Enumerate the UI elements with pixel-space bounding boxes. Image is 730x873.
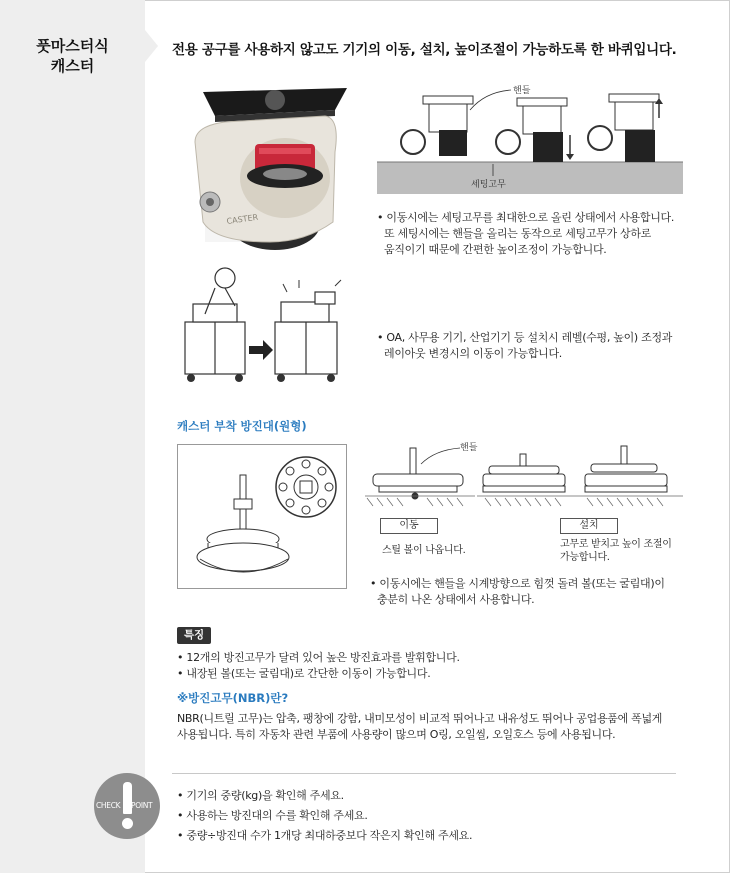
worker-moving-cart-illustration [175, 262, 355, 387]
move-label-box: 이동 [380, 518, 438, 534]
desc2-line1: • OA, 사무용 기기, 산업기기 등 설치시 레벨(수평, 높이) 조정과 [377, 331, 673, 344]
sidebar-arrow [145, 30, 158, 62]
mount-move-state [373, 448, 463, 499]
nbr-line-1: NBR(니트릴 고무)는 압축, 팽창에 강함, 내미모성이 비교적 뛰어나고 내유성도 뛰어나 공업용품에 폭넓게 [177, 712, 663, 725]
checkpoint-item-3: • 중량÷방진대 수가 1개당 최대하중보다 작은지 확인해 주세요. [177, 829, 473, 842]
section-title: 캐스터 부착 방진대(원형) [177, 419, 307, 433]
nbr-line-2: 사용됩니다. 특히 자동차 관련 부품에 사용량이 많으며 O링, 오일씰, 오일호스 등에 사용됩니다. [177, 728, 616, 741]
mount-handle-label: 핸들 [460, 443, 478, 453]
mount-install-state-1 [483, 454, 565, 492]
mount-mode-diagram [365, 440, 685, 520]
desc1-line3: 움직이기 때문에 간편한 높이조정이 가능합니다. [384, 243, 607, 256]
exclamation-dot [122, 818, 133, 829]
install-desc-line2: 가능합니다. [560, 552, 610, 563]
vibration-mount-image [178, 445, 346, 588]
sidebar-title-line2: 캐스터 [50, 57, 95, 75]
desc2-line2: 레이아웃 변경시의 이동이 가능합니다. [384, 347, 563, 360]
sidebar [0, 0, 145, 873]
checkpoint-label-right: POINT [131, 801, 153, 810]
install-desc-line1: 고무로 받치고 높이 조절이 [560, 539, 672, 550]
feature-item-1: • 12개의 방진고무가 달려 있어 높은 방진효과를 발휘합니다. [177, 651, 460, 664]
nbr-title: ※방진고무(NBR)란? [177, 691, 289, 705]
sidebar-title-line1: 풋마스터식 [36, 37, 109, 55]
caster-state-2 [496, 98, 574, 162]
caster-product-image [175, 82, 355, 257]
setting-rubber-label: 세팅고무 [471, 180, 506, 190]
caster-state-3 [588, 94, 663, 162]
caster-state-1 [401, 96, 473, 156]
desc3-line2: 충분히 나온 상태에서 사용합니다. [377, 593, 535, 606]
handle-label: 핸들 [513, 86, 531, 96]
checkpoint-label-left: CHECK [96, 801, 121, 810]
mount-install-state-2 [585, 446, 667, 492]
install-label-box: 설치 [560, 518, 618, 534]
desc1-line2: 또 세팅시에는 핸들을 올리는 동작으로 세팅고무가 상하로 [384, 227, 652, 240]
checkpoint-item-1: • 기기의 중량(kg)을 확인해 주세요. [177, 789, 344, 802]
desc3-line1: • 이동시에는 핸들을 시계방향으로 힘껏 돌려 볼(또는 굴림대)이 [370, 577, 665, 590]
checkpoint-icon [94, 773, 160, 839]
checkpoint-item-2: • 사용하는 방진대의 수를 확인해 주세요. [177, 809, 368, 822]
feature-item-2: • 내장된 볼(또는 굴림대)로 간단한 이동이 가능합니다. [177, 667, 431, 680]
setting-rubber-diagram [375, 80, 685, 200]
sidebar-title [0, 36, 145, 76]
move-desc: 스틸 볼이 나옵니다. [382, 545, 466, 556]
caster-brand-text: CASTER [226, 212, 259, 226]
headline: 전용 공구를 사용하지 않고도 기기의 이동, 설치, 높이조절이 가능하도록 한 바퀴입니다. [172, 42, 677, 58]
features-badge: 특징 [177, 627, 211, 644]
desc1-line1: • 이동시에는 세팅고무를 최대한으로 올린 상태에서 사용합니다. [377, 211, 675, 224]
checkpoint-divider [172, 773, 676, 774]
